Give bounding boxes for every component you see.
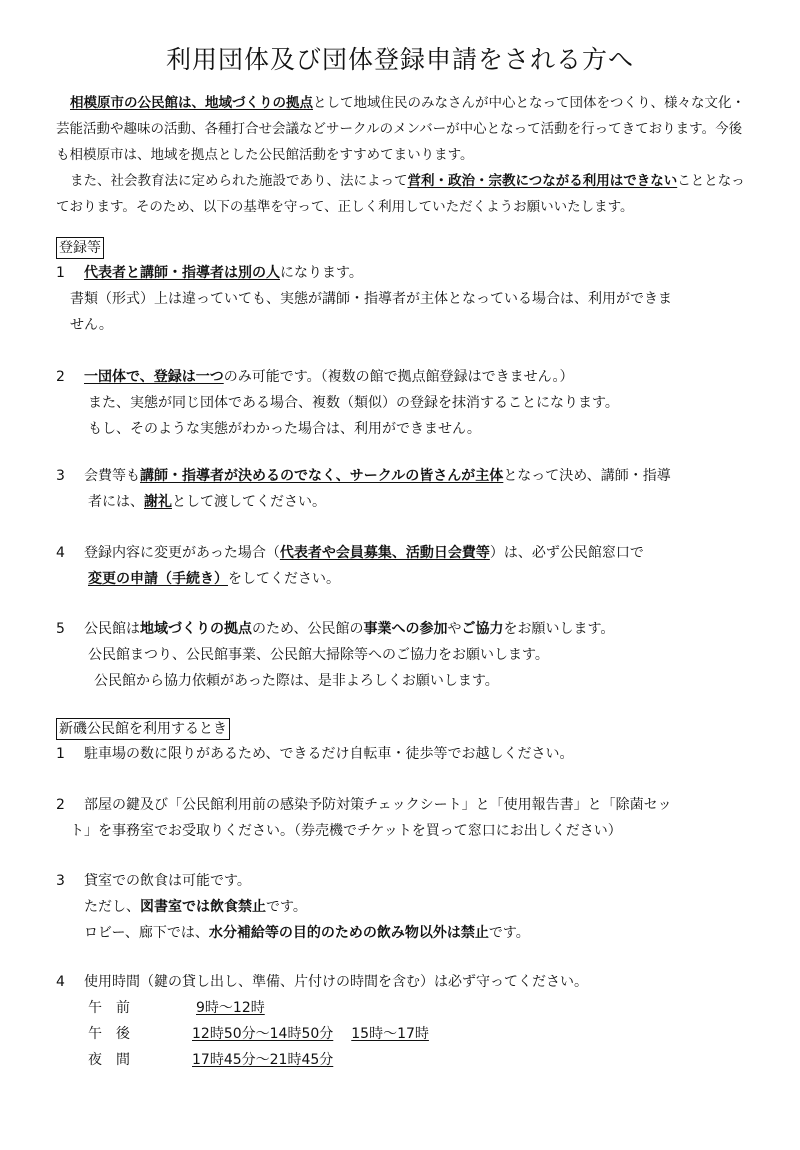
item-text: になります。 (280, 265, 363, 281)
intro-emphasis-1: 相模原市の公民館は、 (70, 95, 205, 111)
time-range-2: 15時～17時 (351, 1026, 429, 1042)
time-range: 12時50分～14時50分 (192, 1026, 334, 1042)
item-text-2: ）は、必ず公民館窓口で (489, 545, 644, 561)
item-text-line-2: ト」を事務室でお受取りください。（券売機でチケットを買って窓口にお出しください） (70, 823, 622, 839)
item-number: 2 (56, 797, 65, 813)
time-row-evening (56, 1047, 756, 1073)
item-emphasis: 図書室では飲食禁止 (140, 899, 266, 915)
item-text: 駐車場の数に限りがあるため、できるだけ自転車・徒歩等でお越しください。 (84, 746, 574, 762)
item-text: 公民館は (84, 621, 140, 637)
item-number: 3 (56, 468, 65, 484)
item-text-line-2: 書類（形式）上は違っていても、実態が講師・指導者が主体となっている場合は、利用ができま (70, 291, 672, 307)
usage-item-2 (56, 792, 756, 844)
time-label: 午後 (88, 1026, 144, 1042)
registration-item-1 (56, 260, 756, 338)
item-text-line-3b: です。 (488, 925, 530, 941)
item-text-line-3: 公民館から協力依頼があった際は、是非よろしくお願いします。 (94, 673, 499, 689)
item-text-line-2: をしてください。 (228, 571, 340, 587)
time-row-afternoon (56, 1021, 756, 1047)
item-text-4: をお願いします。 (503, 621, 615, 637)
item-emphasis-2: 謝礼 (144, 494, 172, 510)
item-number: 1 (56, 265, 65, 281)
registration-item-4 (56, 540, 756, 592)
item-text: 使用時間（鍵の貸し出し、準備、片付けの時間を含む）は必ず守ってください。 (84, 974, 588, 990)
item-text: 部屋の鍵及び「公民館利用前の感染予防対策チェックシート」と「使用報告書」と「除菌セッ (84, 797, 672, 813)
usage-item-4 (56, 969, 756, 1073)
item-text-line-2: ただし、 (84, 899, 140, 915)
item-text: 登録内容に変更があった場合（ (84, 545, 280, 561)
item-text-3: や (447, 621, 462, 637)
item-text-2: となって決め、講師・指導 (503, 468, 671, 484)
intro-paragraph-1 (56, 90, 750, 168)
item-text-line-2: また、実態が同じ団体である場合、複数（類似）の登録を抹消することになります。 (88, 395, 619, 411)
page-title: 利用団体及び団体登録申請をされる方へ (165, 45, 634, 74)
item-text-line-2: 者には、 (88, 494, 144, 510)
item-number: 4 (56, 545, 65, 561)
section-heading-usage: 新磯公民館を利用するとき (56, 718, 230, 740)
usage-item-3 (56, 868, 756, 946)
item-emphasis-3: ご協力 (461, 621, 504, 637)
intro-text (56, 90, 750, 220)
item-emphasis: 地域づくりの拠点 (140, 621, 252, 637)
time-label: 夜間 (88, 1052, 144, 1068)
item-text-line-3: もし、そのような実態がわかった場合は、利用ができません。 (88, 421, 481, 437)
time-label: 午前 (88, 1000, 144, 1016)
intro-emphasis-3: 営利・政治・宗教につながる利用はできない (407, 173, 678, 189)
item-emphasis: 代表者や会員募集、活動日会費等 (279, 545, 490, 561)
item-number: 2 (56, 369, 65, 385)
item-number: 4 (56, 974, 65, 990)
item-text: 貸室での飲食は可能です。 (84, 873, 251, 889)
intro-text-2: また、社会教育法に定められた施設であり、法によって (70, 173, 408, 189)
registration-item-2 (56, 364, 756, 442)
section-heading-registration: 登録等 (56, 237, 104, 259)
intro-text-3: こととなっております。そのため、以下の基準を守って、正しく利用していただくようお願いいたします。 (56, 173, 745, 215)
intro-text-1: として地域住民のみなさんが中心となって団体をつくり、様々な文化・芸能活動や趣味の活動、各種打合せ会議などサークルのメンバーが中心となって活動を行ってきております。今後も相模原市は、地域を拠点とした公民館活動をすすめてまいります。 (56, 95, 745, 163)
registration-item-5 (56, 616, 756, 694)
item-text-line-3: ロビー、廊下では、 (84, 925, 209, 941)
usage-item-1 (56, 741, 756, 767)
item-number: 1 (56, 746, 65, 762)
item-text-line-2b: として渡してください。 (172, 494, 326, 510)
item-emphasis: 講師・指導者が決めるのでなく、サークルの皆さんが主体 (140, 468, 504, 484)
time-range: 9時～12時 (196, 1000, 265, 1016)
item-text-line-3: せん。 (70, 317, 113, 333)
intro-paragraph-2 (56, 168, 750, 220)
time-row-morning (56, 995, 756, 1021)
intro-emphasis-2: 地域づくりの拠点 (205, 95, 313, 111)
item-text: 会費等も (84, 468, 140, 484)
item-emphasis-2: 変更の申請（手続き） (88, 571, 228, 587)
item-number: 5 (56, 621, 65, 637)
item-text-2: のため、公民館の (252, 621, 364, 637)
registration-item-3 (56, 463, 756, 515)
item-emphasis: 一団体で、登録は一つ (84, 369, 224, 385)
item-text: のみ可能です。（複数の館で拠点館登録はできません。） (223, 369, 574, 385)
item-emphasis-2: 水分補給等の目的のための飲み物以外は禁止 (208, 925, 489, 941)
item-emphasis-2: 事業への参加 (363, 621, 448, 637)
item-text-line-2b: です。 (266, 899, 307, 915)
time-range: 17時45分～21時45分 (192, 1052, 334, 1068)
item-text-line-2: 公民館まつり、公民館事業、公民館大掃除等へのご協力をお願いします。 (88, 647, 549, 663)
item-number: 3 (56, 873, 65, 889)
item-emphasis: 代表者と講師・指導者は別の人 (84, 265, 280, 281)
